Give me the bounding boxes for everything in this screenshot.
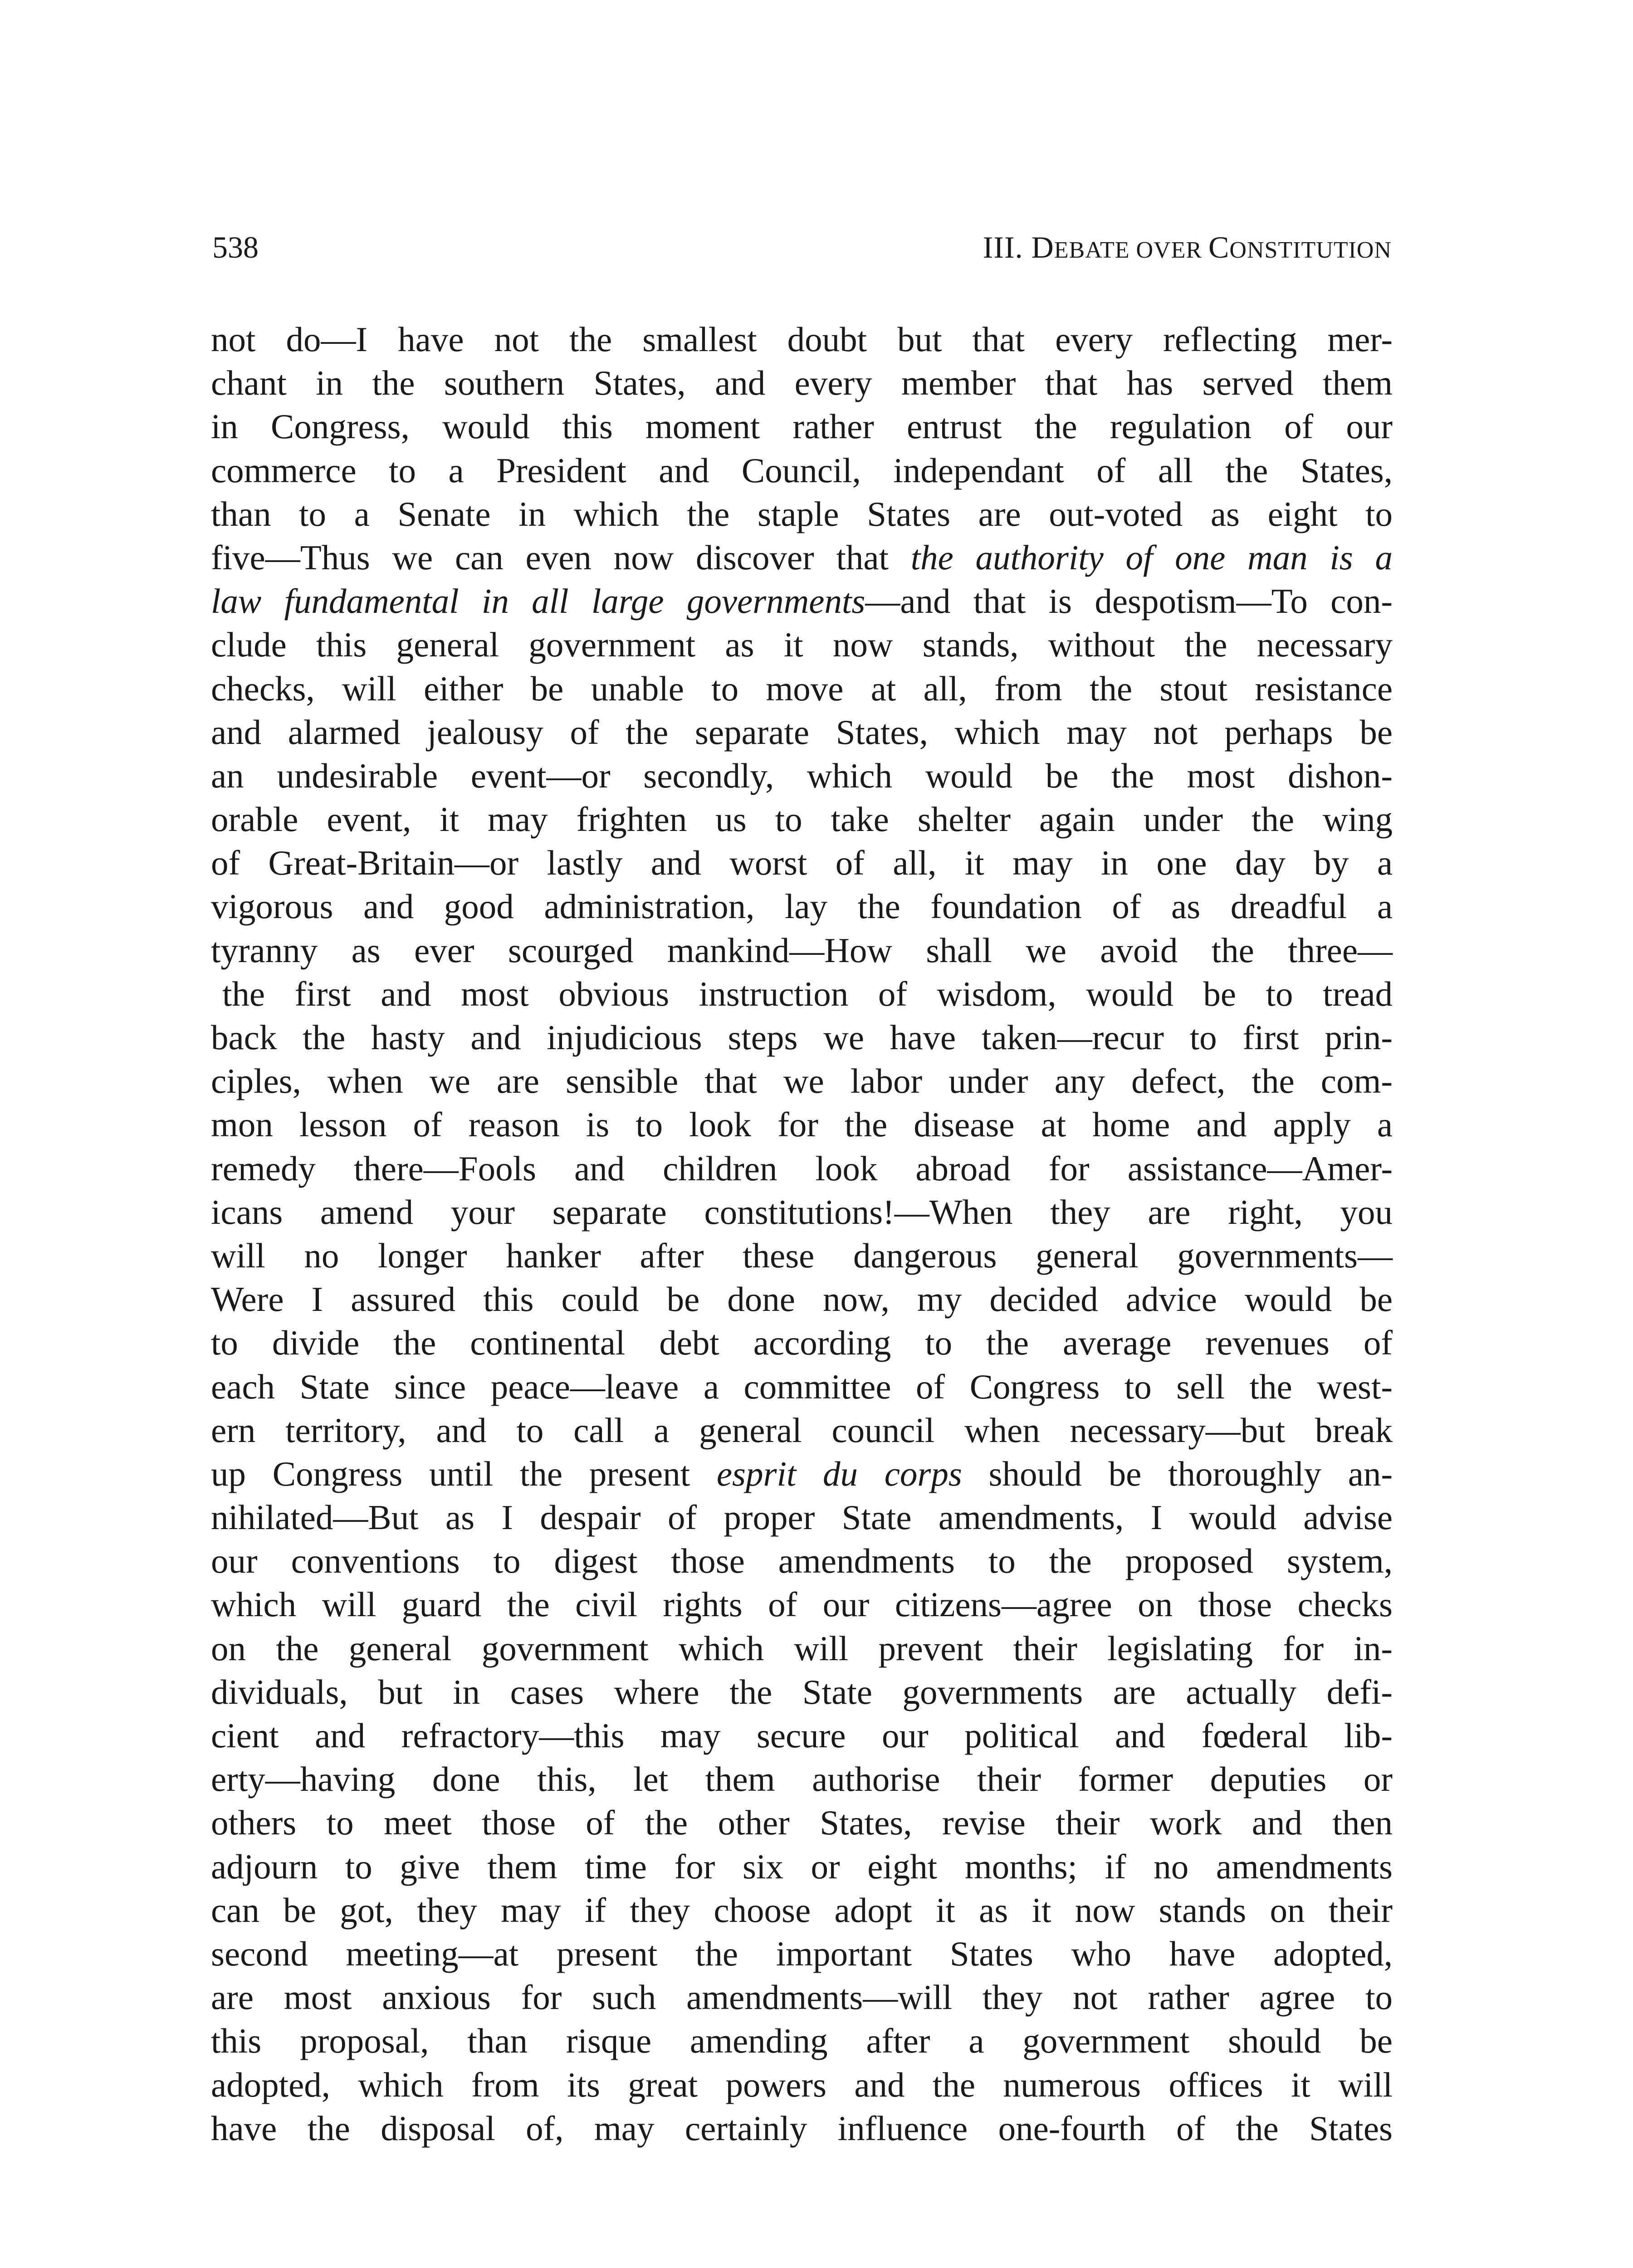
section-word3-rest: ONSTITUTION [1229,237,1392,263]
text-line: will no longer hanker after these dangerous general governments— [211,1236,1393,1275]
section-word2: OVER [1129,237,1209,263]
italic-text-run: esprit du corps [716,1454,962,1493]
text-line: erty—having done this, let them authorise their former deputies or [211,1760,1393,1799]
text-line: checks, will either be unable to move at all, from the stout resistance [211,669,1393,708]
text-line: of Great-Britain—or lastly and worst of all, it may in one day by a [211,843,1393,883]
running-head [212,227,1392,268]
text-line: remedy there—Fools and children look abroad for assistance—Amer- [211,1149,1393,1188]
text-line: Were I assured this could be done now, my decided advice would be [211,1280,1393,1319]
text-line: nihilated—But as I despair of proper State amendments, I would advise [211,1498,1393,1537]
section-word1-initial: D [1031,230,1054,264]
text-line: orable event, it may frighten us to take shelter again under the wing [211,800,1393,839]
text-line: than to a Senate in which the staple States are out-voted as eight to [211,494,1393,533]
section-word1-rest: EBATE [1054,237,1130,263]
text-line: cient and refractory—this may secure our political and fœderal lib- [211,1716,1393,1755]
text-line: which will guard the civil rights of our citizens—agree on those checks [211,1585,1393,1624]
text-line: an undesirable event—or secondly, which would be the most dishon- [211,756,1393,795]
text-line: second meeting—at present the important States who have adopted, [211,1934,1393,1973]
page-number: 538 [212,230,259,264]
text-line: clude this general government as it now stands, without the necessary [211,625,1393,665]
text-line: back the hasty and injudicious steps we have taken—recur to first prin- [211,1018,1393,1057]
text-line: ern territory, and to call a general council when necessary—but break [211,1410,1393,1450]
section-title [983,227,1392,271]
text-line: ciples, when we are sensible that we labor under any defect, the com- [211,1061,1393,1101]
text-line: commerce to a President and Council, independant of all the States, [211,450,1393,490]
text-line: mon lesson of reason is to look for the disease at home and apply a [211,1105,1393,1144]
text-run: should be thoroughly an- [962,1454,1393,1493]
text-line: others to meet those of the other States, revise their work and then [211,1803,1393,1843]
text-line [211,579,1393,623]
text-line: to divide the continental debt according to the average revenues of [211,1323,1393,1363]
text-line: our conventions to digest those amendments to the proposed system, [211,1541,1393,1581]
text-line: adopted, which from its great powers and the numerous offices it will [211,2065,1393,2104]
text-line: have the disposal of, may certainly influence one-fourth of the States [211,2108,1393,2148]
text-line [211,536,1393,579]
text-line: icans amend your separate constitutions!—When they are right, you [211,1192,1393,1232]
text-run: up Congress until the present [211,1454,717,1493]
text-line: and alarmed jealousy of the separate States, which may not perhaps be [211,712,1393,752]
text-run: five—Thus we can even now discover that [211,538,911,577]
text-line: vigorous and good administration, lay the foundation of as dreadful a [211,887,1393,926]
text-line: are most anxious for such amendments—will they not rather agree to [211,1978,1393,2017]
text-run: —and that is despotism—To con- [865,582,1393,621]
text-line: adjourn to give them time for six or eight months; if no amendments [211,1847,1393,1886]
text-line: tyranny as ever scourged mankind—How shall we avoid the three— [211,930,1393,970]
text-line: the first and most obvious instruction of wisdom, would be to tread [222,974,1393,1013]
italic-text-run: the authority of one man is a [910,538,1393,577]
text-line: can be got, they may if they choose adopt it as it now stands on their [211,1890,1393,1930]
text-line: each State since peace—leave a committee of Congress to sell the west- [211,1367,1393,1406]
text-line: not do—I have not the smallest doubt but that every reflecting mer- [211,320,1393,359]
text-line: chant in the southern States, and every member that has served them [211,363,1393,403]
section-prefix: III. [983,230,1032,264]
text-line [211,1452,1393,1496]
text-line: dividuals, but in cases where the State governments are actually defi- [211,1672,1393,1711]
text-line: this proposal, than risque amending after a government should be [211,2021,1393,2061]
italic-text-run: law fundamental in all large governments [211,582,865,621]
text-line: on the general government which will prevent their legislating for in- [211,1628,1393,1668]
section-word3-initial: C [1208,230,1230,264]
text-line: in Congress, would this moment rather entrust the regulation of our [211,407,1393,446]
body-text [211,318,1393,2150]
